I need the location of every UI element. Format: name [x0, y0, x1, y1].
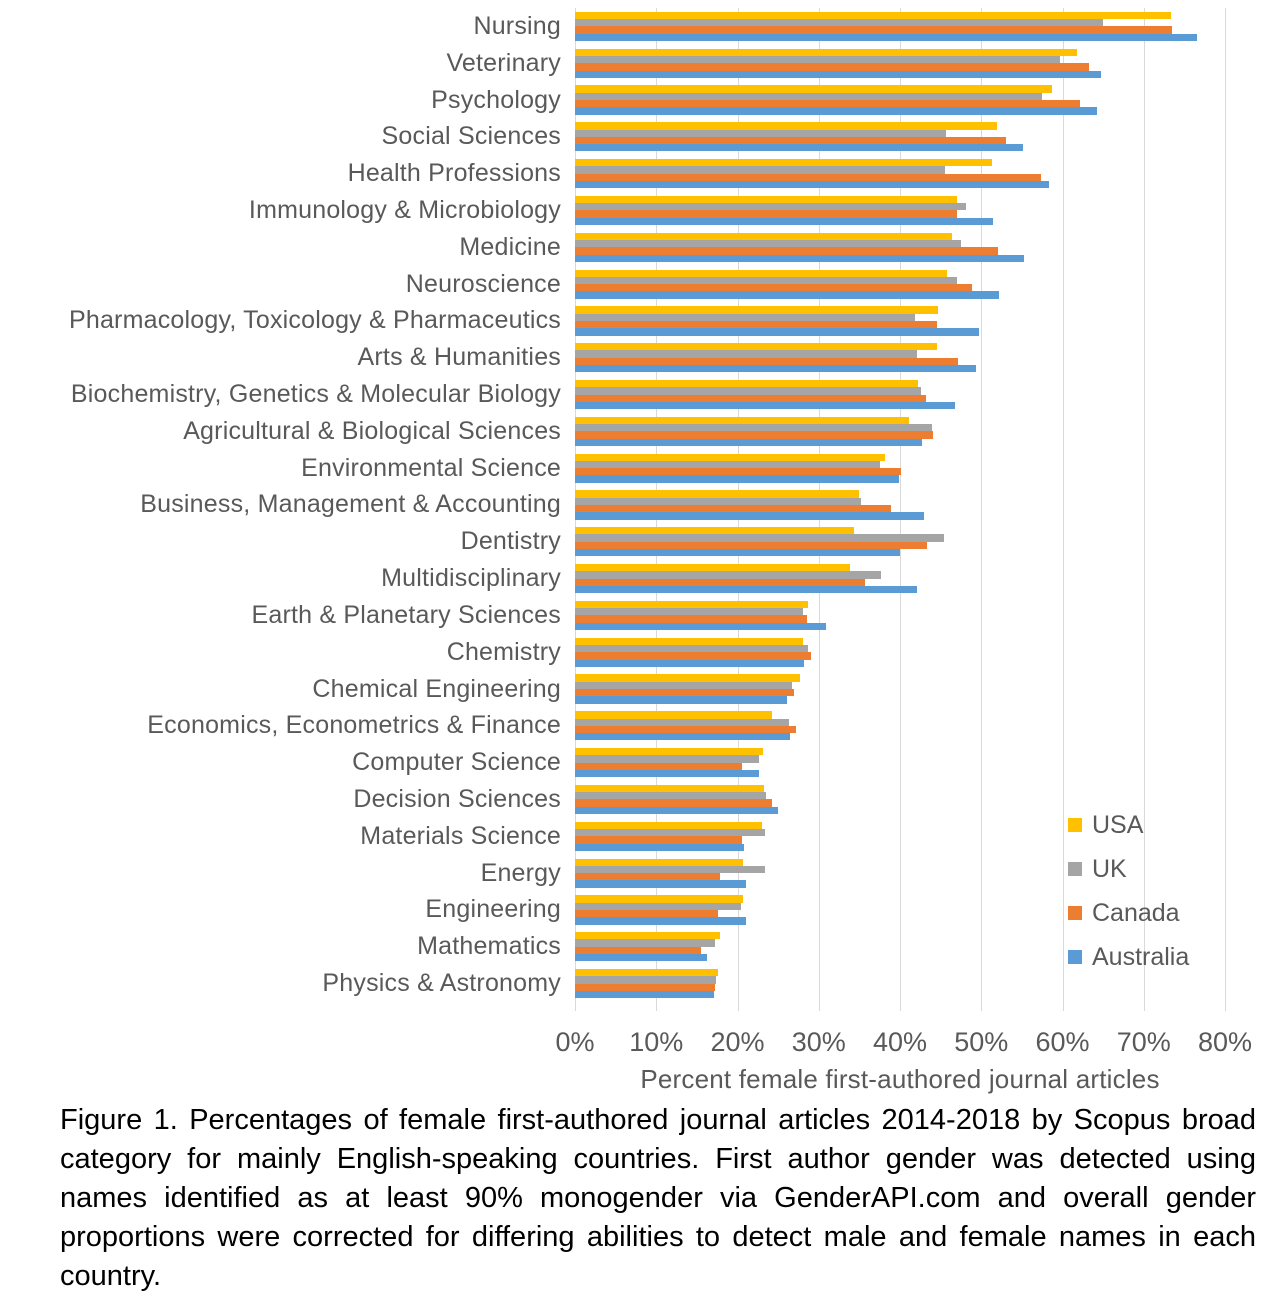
bar-usa	[575, 859, 743, 866]
bar-uk	[575, 755, 759, 762]
bar-usa	[575, 674, 800, 681]
bar-australia	[575, 733, 790, 740]
bar-group	[575, 634, 1225, 671]
bar-stack	[575, 413, 1225, 450]
axis-tick-label: 80%	[1197, 1026, 1253, 1057]
bar-australia	[575, 623, 826, 630]
bar-stack	[575, 634, 1225, 671]
bar-stack	[575, 707, 1225, 744]
bar-usa	[575, 638, 803, 645]
legend-swatch	[1068, 906, 1082, 920]
bar-australia	[575, 402, 955, 409]
bar-usa	[575, 601, 808, 608]
bar-australia	[575, 439, 922, 446]
bar-stack	[575, 229, 1225, 266]
bar-canada	[575, 247, 998, 254]
bar-canada	[575, 395, 926, 402]
axis-tick-label: 0%	[555, 1026, 595, 1057]
bar-group	[575, 376, 1225, 413]
bar-uk	[575, 130, 946, 137]
chart-row	[0, 523, 1225, 560]
x-axis-labels	[555, 1026, 1253, 1058]
bar-uk	[575, 645, 808, 652]
bar-uk	[575, 350, 917, 357]
legend-swatch	[1068, 818, 1082, 832]
legend-swatch	[1068, 950, 1082, 964]
bar-australia	[575, 71, 1101, 78]
category-label: Decision Sciences	[353, 784, 561, 813]
bar-stack	[575, 450, 1225, 487]
legend-item-canada	[1068, 898, 1189, 927]
chart-row	[0, 155, 1225, 192]
chart-row	[0, 413, 1225, 450]
legend	[1068, 810, 1190, 994]
category-label: Veterinary	[446, 48, 561, 77]
bar-usa	[575, 932, 720, 939]
category-label: Social Sciences	[381, 122, 561, 151]
bar-uk	[575, 939, 715, 946]
bar-uk	[575, 829, 765, 836]
bar-canada	[575, 26, 1172, 33]
bar-group	[575, 118, 1225, 155]
bar-group	[575, 303, 1225, 340]
category-label: Agricultural & Biological Sciences	[183, 416, 561, 445]
legend-label: Canada	[1092, 898, 1180, 927]
bar-australia	[575, 770, 759, 777]
bar-canada	[575, 284, 972, 291]
bar-group	[575, 707, 1225, 744]
category-label: Multidisciplinary	[381, 564, 561, 593]
bar-group	[575, 523, 1225, 560]
bar-usa	[575, 233, 952, 240]
bar-canada	[575, 873, 720, 880]
chart-row	[0, 560, 1225, 597]
bar-australia	[575, 181, 1049, 188]
bar-australia	[575, 107, 1097, 114]
chart-row	[0, 192, 1225, 229]
bar-stack	[575, 8, 1225, 45]
bar-usa	[575, 270, 947, 277]
bar-canada	[575, 505, 891, 512]
chart-row	[0, 634, 1225, 671]
category-label: Biochemistry, Genetics & Molecular Biology	[70, 380, 561, 409]
bar-canada	[575, 836, 742, 843]
bar-uk	[575, 976, 716, 983]
legend-label: USA	[1092, 810, 1144, 839]
axis-tick-label: 70%	[1116, 1026, 1171, 1057]
chart-row	[0, 118, 1225, 155]
legend-label: Australia	[1092, 942, 1190, 971]
bar-usa	[575, 159, 992, 166]
bar-group	[575, 597, 1225, 634]
chart-row	[0, 928, 1225, 965]
bar-uk	[575, 277, 957, 284]
bar-uk	[575, 498, 861, 505]
category-label: Chemical Engineering	[312, 674, 561, 703]
axis-tick	[738, 1002, 739, 1011]
bar-canada	[575, 100, 1080, 107]
bar-australia	[575, 144, 1023, 151]
bar-canada	[575, 763, 742, 770]
category-label: Nursing	[473, 11, 561, 40]
bar-uk	[575, 719, 789, 726]
bar-uk	[575, 903, 741, 910]
bar-group	[575, 45, 1225, 82]
bar-usa	[575, 527, 854, 534]
bar-canada	[575, 984, 715, 991]
chart-row	[0, 82, 1225, 119]
axis-tick	[900, 1002, 901, 1011]
chart-row	[0, 781, 1225, 818]
bar-uk	[575, 19, 1103, 26]
category-label: Health Professions	[347, 159, 561, 188]
bar-uk	[575, 166, 945, 173]
bar-australia	[575, 696, 787, 703]
bar-uk	[575, 866, 765, 873]
bar-uk	[575, 387, 921, 394]
bar-usa	[575, 12, 1171, 19]
axis-tick	[1225, 1002, 1226, 1011]
bar-usa	[575, 380, 918, 387]
bar-usa	[575, 564, 850, 571]
bar-group	[575, 744, 1225, 781]
bar-australia	[575, 328, 979, 335]
category-label: Business, Management & Accounting	[140, 490, 561, 519]
bar-canada	[575, 799, 772, 806]
legend-item-uk	[1068, 854, 1189, 883]
chart-row	[0, 8, 1225, 45]
bar-canada	[575, 358, 958, 365]
bar-stack	[575, 523, 1225, 560]
bar-canada	[575, 321, 937, 328]
x-axis-title: Percent female first-authored journal articles	[640, 1063, 1160, 1094]
chart-row	[0, 229, 1225, 266]
bar-canada	[575, 726, 796, 733]
axis-tick-label: 30%	[791, 1026, 846, 1057]
bar-canada	[575, 615, 807, 622]
bar-usa	[575, 454, 885, 461]
bar-australia	[575, 807, 778, 814]
category-label: Environmental Science	[301, 453, 561, 482]
bar-uk	[575, 534, 944, 541]
bar-usa	[575, 785, 764, 792]
bar-uk	[575, 240, 961, 247]
chart-row	[0, 855, 1225, 892]
bar-group	[575, 671, 1225, 708]
bar-usa	[575, 969, 718, 976]
chart-row	[0, 45, 1225, 82]
bar-canada	[575, 947, 701, 954]
bar-canada	[575, 579, 865, 586]
axis-tick	[1144, 1002, 1145, 1011]
chart-row	[0, 597, 1225, 634]
chart-row	[0, 266, 1225, 303]
bar-canada	[575, 63, 1089, 70]
legend-item-australia	[1068, 942, 1190, 971]
category-label: Earth & Planetary Sciences	[251, 600, 561, 629]
bar-group	[575, 339, 1225, 376]
legend-swatch	[1068, 862, 1082, 876]
bar-stack	[575, 45, 1225, 82]
bar-stack	[575, 82, 1225, 119]
bar-uk	[575, 424, 932, 431]
chart-row	[0, 744, 1225, 781]
bar-australia	[575, 991, 714, 998]
bar-uk	[575, 461, 880, 468]
bar-australia	[575, 34, 1197, 41]
axis-tick-label: 20%	[710, 1026, 765, 1057]
chart-row	[0, 892, 1225, 929]
bar-uk	[575, 314, 915, 321]
bar-group	[575, 413, 1225, 450]
bar-australia	[575, 291, 999, 298]
category-label: Arts & Humanities	[357, 343, 561, 372]
bar-usa	[575, 895, 743, 902]
category-label: Medicine	[459, 232, 561, 261]
bar-stack	[575, 192, 1225, 229]
category-label: Dentistry	[460, 527, 561, 556]
chart-row	[0, 965, 1225, 1002]
bar-canada	[575, 431, 933, 438]
bar-australia	[575, 549, 900, 556]
bar-uk	[575, 56, 1060, 63]
category-label: Materials Science	[360, 821, 561, 850]
bar-usa	[575, 122, 997, 129]
bar-canada	[575, 542, 927, 549]
category-label: Chemistry	[446, 637, 561, 666]
bar-australia	[575, 660, 804, 667]
bar-usa	[575, 417, 909, 424]
bar-stack	[575, 376, 1225, 413]
plot-rows	[0, 8, 1225, 1002]
bar-stack	[575, 744, 1225, 781]
bar-group	[575, 487, 1225, 524]
figure-caption: Figure 1. Percentages of female first-authored journal articles 2014-2018 by Scopus broad category for mainly English-speaking countries. First author gender was detected using names identified as at least 90% monogender via GenderAPI.com and overall gender proportions were corrected for differing abilities to detect male and female names in each country.	[60, 1104, 1256, 1292]
bar-group	[575, 8, 1225, 45]
bar-usa	[575, 748, 763, 755]
category-label: Energy	[480, 858, 561, 887]
bar-australia	[575, 218, 993, 225]
bar-canada	[575, 689, 794, 696]
bar-usa	[575, 343, 937, 350]
bar-usa	[575, 49, 1077, 56]
category-label: Mathematics	[417, 932, 561, 961]
axis-tick	[1063, 1002, 1064, 1011]
bar-stack	[575, 339, 1225, 376]
category-label: Economics, Econometrics & Finance	[147, 711, 561, 740]
bar-group	[575, 229, 1225, 266]
category-label: Pharmacology, Toxicology & Pharmaceutics	[68, 306, 561, 335]
chart-row	[0, 818, 1225, 855]
chart-row	[0, 303, 1225, 340]
bar-australia	[575, 917, 746, 924]
bar-group	[575, 266, 1225, 303]
bar-canada	[575, 137, 1006, 144]
bar-australia	[575, 365, 976, 372]
legend-item-usa	[1068, 810, 1189, 839]
bar-group	[575, 82, 1225, 119]
bar-stack	[575, 303, 1225, 340]
category-label: Computer Science	[352, 748, 561, 777]
bar-group	[575, 192, 1225, 229]
bar-canada	[575, 652, 811, 659]
bar-australia	[575, 512, 924, 519]
x-axis-ticks	[575, 1002, 1225, 1011]
chart-row	[0, 671, 1225, 708]
bar-australia	[575, 844, 744, 851]
bar-stack	[575, 597, 1225, 634]
axis-tick	[981, 1002, 982, 1011]
legend-label: UK	[1092, 854, 1127, 883]
category-label: Neuroscience	[405, 269, 561, 298]
bar-usa	[575, 85, 1052, 92]
chart-row	[0, 450, 1225, 487]
axis-tick-label: 60%	[1035, 1026, 1090, 1057]
bar-canada	[575, 174, 1041, 181]
bar-uk	[575, 203, 966, 210]
chart-row	[0, 487, 1225, 524]
bar-usa	[575, 711, 772, 718]
bar-australia	[575, 255, 1024, 262]
bar-australia	[575, 880, 746, 887]
bar-stack	[575, 155, 1225, 192]
chart-row	[0, 707, 1225, 744]
axis-tick	[656, 1002, 657, 1011]
chart-row	[0, 376, 1225, 413]
axis-tick	[575, 1002, 576, 1011]
axis-tick	[819, 1002, 820, 1011]
bar-usa	[575, 822, 762, 829]
plot-area	[0, 8, 1225, 1002]
axis-tick-label: 40%	[872, 1026, 928, 1057]
bar-group	[575, 560, 1225, 597]
bar-usa	[575, 196, 957, 203]
bar-group	[575, 155, 1225, 192]
axis-tick-label: 50%	[954, 1026, 1009, 1057]
bar-australia	[575, 586, 917, 593]
bar-uk	[575, 93, 1042, 100]
category-label: Engineering	[425, 895, 561, 924]
bar-canada	[575, 468, 901, 475]
bar-australia	[575, 954, 707, 961]
bar-chart	[0, 8, 1253, 1095]
bar-uk	[575, 682, 792, 689]
bar-uk	[575, 608, 803, 615]
gridline	[1225, 8, 1226, 1002]
bar-group	[575, 450, 1225, 487]
bar-australia	[575, 475, 899, 482]
bar-stack	[575, 560, 1225, 597]
category-label: Immunology & Microbiology	[248, 195, 561, 224]
bar-canada	[575, 210, 957, 217]
bar-canada	[575, 910, 718, 917]
bar-usa	[575, 306, 938, 313]
chart-row	[0, 339, 1225, 376]
bar-uk	[575, 571, 881, 578]
bar-stack	[575, 487, 1225, 524]
bar-stack	[575, 118, 1225, 155]
category-label: Physics & Astronomy	[322, 969, 561, 998]
category-label: Psychology	[431, 85, 561, 114]
bar-uk	[575, 792, 766, 799]
bar-stack	[575, 266, 1225, 303]
axis-tick-label: 10%	[629, 1026, 684, 1057]
bar-usa	[575, 490, 859, 497]
bar-stack	[575, 671, 1225, 708]
